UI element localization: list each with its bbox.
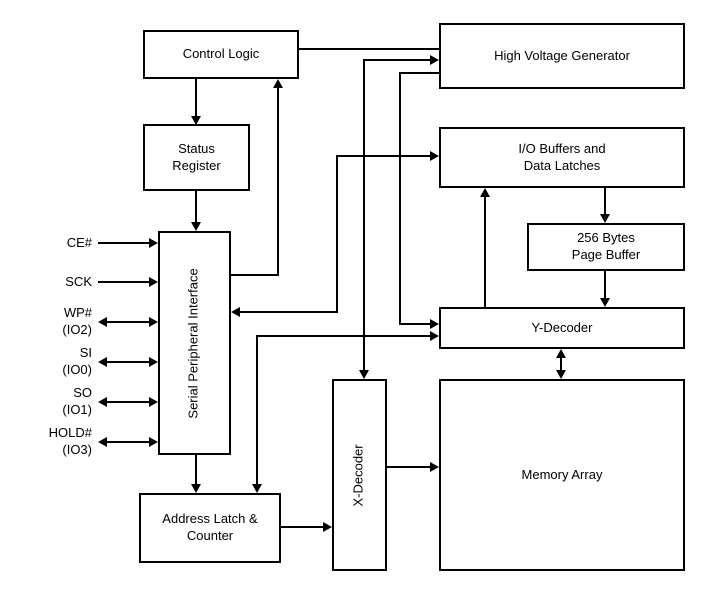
arrowhead-into-status-register <box>191 116 201 125</box>
page-buffer-block <box>527 223 685 271</box>
connector-page-buffer-to-y-decoder <box>604 271 606 299</box>
arrowhead-pin-so-out <box>98 397 107 407</box>
arrowhead-into-control-logic <box>273 79 283 88</box>
address-latch-counter-label-line2: Counter <box>186 528 234 543</box>
connector-y-decoder-to-io-buffers <box>484 197 486 307</box>
pin-line-wp <box>106 321 150 323</box>
pin-label-ce-text: CE# <box>66 234 92 250</box>
arrowhead-into-memory-array-top <box>556 370 566 379</box>
arrowhead-into-page-buffer <box>600 214 610 223</box>
connector-bus-to-y-decoder-h <box>256 335 431 337</box>
pin-line-ce <box>98 242 150 244</box>
connector-bus-to-hvg-h <box>363 59 431 61</box>
connector-spi-io-buffers-h1 <box>336 155 431 157</box>
connector-hvg-to-y-decoder-h2 <box>399 323 431 325</box>
pin-label-hold-text: HOLD# <box>48 425 92 441</box>
connector-spi-io-buffers-h2 <box>240 311 338 313</box>
connector-bus-to-x-decoder-v <box>363 59 365 371</box>
connector-spi-io-buffers-v <box>336 155 338 313</box>
high-voltage-generator-block <box>439 23 685 89</box>
arrowhead-pin-si-into-spi <box>149 357 158 367</box>
pin-label-si <box>0 345 92 379</box>
status-register-label-line2: Register <box>172 157 221 173</box>
connector-spi-to-address-latch <box>195 454 197 485</box>
pin-sublabel-wp-text: (IO2) <box>62 322 92 337</box>
memory-array-label: Memory Array <box>521 466 603 482</box>
connector-io-buffers-to-page-buffer <box>604 188 606 215</box>
serial-peripheral-interface-block <box>158 231 231 455</box>
connector-bus-to-address-latch-v <box>256 335 258 485</box>
arrowhead-pin-sck-into-spi <box>149 277 158 287</box>
arrowhead-pin-wp-out <box>98 317 107 327</box>
arrowhead-into-x-decoder-left <box>323 522 332 532</box>
address-latch-counter-block <box>139 493 281 563</box>
pin-label-si-text: SI <box>79 345 92 361</box>
pin-sublabel-so-text: (IO1) <box>62 402 92 417</box>
page-buffer-label-line1: 256 Bytes <box>577 230 635 246</box>
arrowhead-into-y-decoder-upper <box>430 319 439 329</box>
arrowhead-into-io-buffers-left <box>430 151 439 161</box>
arrowhead-into-hvg <box>430 55 439 65</box>
arrowhead-into-address-latch-right <box>252 484 262 493</box>
arrowhead-into-memory-array <box>430 462 439 472</box>
connector-spi-to-control-logic-h <box>231 274 279 276</box>
high-voltage-generator-label: High Voltage Generator <box>494 47 630 63</box>
page-buffer-label-line2: Page Buffer <box>571 247 641 262</box>
arrowhead-pin-hold-into-spi <box>149 437 158 447</box>
pin-line-sck <box>98 281 150 283</box>
address-latch-counter-label-line1: Address Latch & <box>162 511 258 527</box>
connector-hvg-to-y-decoder-v <box>399 72 401 325</box>
arrowhead-into-io-buffers-bottom <box>480 188 490 197</box>
y-decoder-label: Y-Decoder <box>531 319 593 335</box>
control-logic-block <box>143 30 299 79</box>
y-decoder-block <box>439 307 685 349</box>
connector-spi-to-control-logic-v <box>277 87 279 276</box>
status-register-block <box>143 124 250 191</box>
control-logic-label: Control Logic <box>182 46 260 62</box>
pin-label-ce <box>0 234 92 252</box>
io-buffers-label-line1: I/O Buffers and <box>518 140 606 156</box>
pin-sublabel-hold-text: (IO3) <box>62 442 92 457</box>
connector-y-decoder-memory-array <box>560 357 562 371</box>
pin-label-wp <box>0 305 92 339</box>
pin-label-sck <box>0 273 92 291</box>
arrowhead-pin-si-out <box>98 357 107 367</box>
x-decoder-block <box>332 379 387 571</box>
arrowhead-into-x-decoder-top <box>359 370 369 379</box>
arrowhead-into-address-latch-left <box>191 484 201 493</box>
pin-label-so <box>0 385 92 419</box>
connector-control-logic-to-hvg <box>299 48 439 50</box>
io-buffers-block <box>439 127 685 188</box>
pin-line-hold <box>106 441 150 443</box>
pin-label-so-text: SO <box>73 385 92 401</box>
connector-status-register-to-spi <box>195 191 197 223</box>
arrowhead-into-y-decoder-lower <box>430 331 439 341</box>
pin-label-wp-text: WP# <box>63 305 92 321</box>
connector-control-logic-to-status-register <box>195 79 197 116</box>
pin-label-sck-text: SCK <box>65 273 92 289</box>
arrowhead-into-y-decoder-bottom <box>556 349 566 358</box>
arrowhead-into-spi-right <box>231 307 240 317</box>
arrowhead-into-spi-top <box>191 222 201 231</box>
memory-array-block <box>439 379 685 571</box>
pin-sublabel-si-text: (IO0) <box>62 362 92 377</box>
x-decoder-label: X-Decoder <box>351 443 367 507</box>
arrowhead-pin-wp-into-spi <box>149 317 158 327</box>
arrowhead-pin-ce-into-spi <box>149 238 158 248</box>
serial-peripheral-interface-label: Serial Peripheral Interface <box>186 267 202 419</box>
status-register-label-line1: Status <box>178 140 215 156</box>
connector-address-latch-to-x-decoder <box>280 526 324 528</box>
pin-label-hold <box>0 425 92 459</box>
arrowhead-pin-so-into-spi <box>149 397 158 407</box>
arrowhead-into-y-decoder-top <box>600 298 610 307</box>
pin-line-so <box>106 401 150 403</box>
pin-line-si <box>106 361 150 363</box>
arrowhead-pin-hold-out <box>98 437 107 447</box>
connector-hvg-to-y-decoder-h1 <box>399 72 439 74</box>
connector-x-decoder-to-memory-array <box>386 466 431 468</box>
io-buffers-label-line2: Data Latches <box>523 157 601 173</box>
